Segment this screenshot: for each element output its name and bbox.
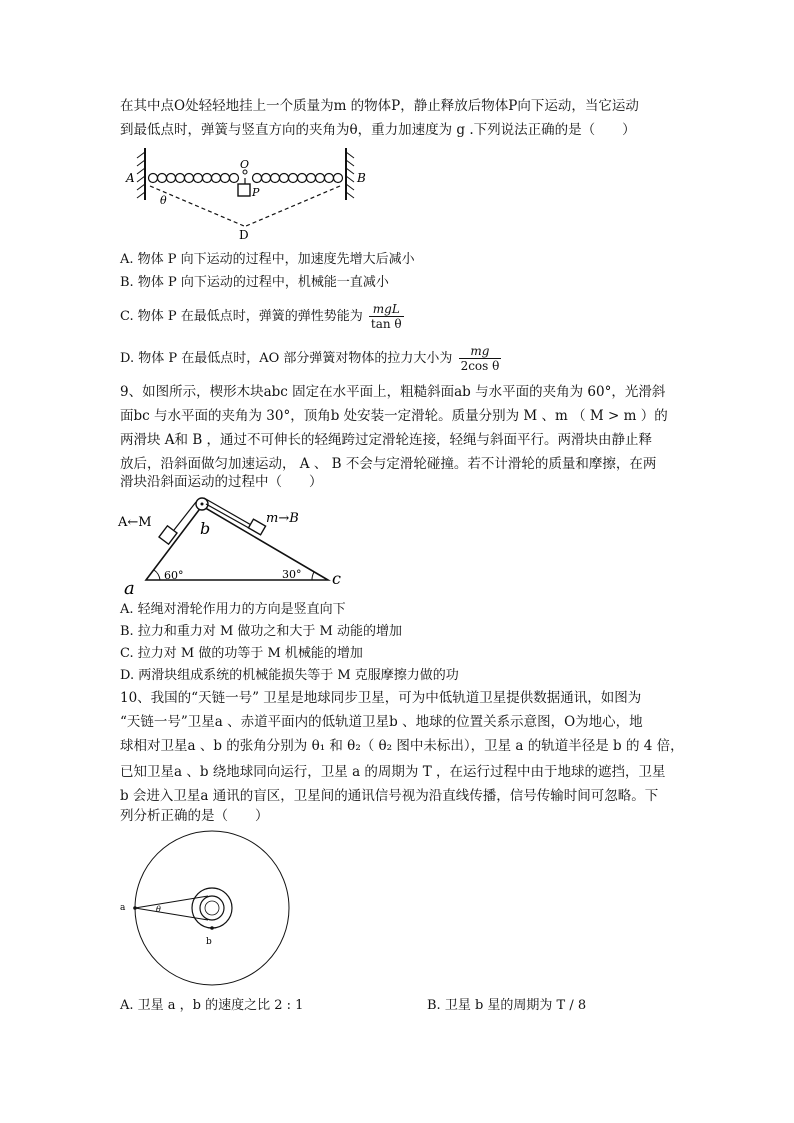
q8-option-c-denominator: tan θ [370, 317, 402, 331]
q9-stem-line4: 放后，沿斜面做匀加速运动， A 、 B 不会与定滑轮碰撞。若不计滑轮的质量和摩擦，在两 [120, 456, 657, 472]
q9-label-a: a [124, 578, 135, 599]
q9-wedge-figure [116, 492, 356, 599]
q9-stem-line3: 两滑块 A和 B ，通过不可伸长的轻绳跨过定滑轮连接，轻绳与斜面平行。两滑块由静止释 [120, 432, 653, 448]
q10-stem-line4: 已知卫星a 、b 绕地球同向运行，卫星 a 的周期为 T ，在运行过程中由于地球的遮挡，卫星 [120, 764, 666, 780]
q8-label-a: A [126, 171, 135, 185]
q9-label-c: c [332, 569, 341, 588]
q8-spring-figure [120, 140, 370, 245]
q8-option-d-fraction [459, 344, 502, 373]
q8-option-b: B. 物体 P 向下运动的过程中，机械能一直减小 [120, 275, 389, 290]
q9-label-angle-c: 30° [282, 568, 302, 581]
q10-label-theta: θ [156, 905, 161, 914]
q10-label-a: a [120, 903, 126, 913]
q8-option-d-denominator: 2cos θ [460, 359, 500, 373]
q8-option-a: A. 物体 P 向下运动的过程中，加速度先增大后减小 [120, 252, 415, 267]
q8-option-d-text: D. 物体 P 在最低点时，AO 部分弹簧对物体的拉力大小为 [120, 351, 453, 366]
q9-option-a: A. 轻绳对滑轮作用力的方向是竖直向下 [120, 602, 346, 617]
q9-option-d: D. 两滑块组成系统的机械能损失等于 M 克服摩擦力做的功 [120, 668, 459, 683]
q10-option-b: B. 卫星 b 星的周期为 T / 8 [427, 998, 587, 1013]
q8-label-p: P [252, 186, 260, 199]
q10-orbit-figure [120, 830, 320, 990]
q10-label-b: b [206, 937, 212, 947]
q10-stem-line3: 球相对卫星a 、b 的张角分别为 θ₁ 和 θ₂（ θ₂ 图中未标出），卫星 a 的轨道半径是 b 的 4 倍， [120, 738, 684, 754]
q10-stem-line5: b 会进入卫星a 通讯的盲区，卫星间的通讯信号视为沿直线传播，信号传输时间可忽略。下 [120, 788, 659, 804]
q8-option-d-numerator: mg [459, 344, 502, 359]
q9-stem-line1: 9、如图所示，楔形木块abc 固定在水平面上，粗糙斜面ab 与水平面的夹角为 60°，光滑斜 [120, 384, 666, 400]
q8-option-c [120, 300, 404, 334]
q9-label-b: b [200, 519, 211, 538]
q9-stem-line2: 面bc 与水平面的夹角为 30°，顶角b 处安装一定滑轮。质量分别为 M 、m （ M > m ）的 [120, 408, 668, 424]
q8-stem-line2: 到最低点时，弹簧与竖直方向的夹角为θ，重力加速度为 g .下列说法正确的是（ ） [120, 122, 636, 138]
q8-option-d [120, 342, 501, 376]
q9-label-am: A←M [118, 515, 152, 530]
q9-option-c: C. 拉力对 M 做的功等于 M 机械能的增加 [120, 646, 363, 661]
q8-option-c-fraction [369, 302, 404, 331]
q9-label-mb: m→B [266, 511, 299, 526]
q8-label-o: O [240, 158, 250, 171]
q8-stem-line1: 在其中点O处轻轻地挂上一个质量为m 的物体P，静止释放后物体P向下运动，当它运动 [120, 98, 639, 114]
q8-option-c-text: C. 物体 P 在最低点时，弹簧的弹性势能为 [120, 309, 363, 324]
q8-label-low: D [239, 228, 249, 242]
q9-label-angle-a: 60° [164, 569, 184, 582]
q10-stem-line1: 10、我国的“天链一号” 卫星是地球同步卫星，可为中低轨道卫星提供数据通讯，如图为 [120, 690, 642, 706]
q8-option-c-numerator: mgL [369, 302, 404, 317]
q8-label-b: B [357, 171, 366, 185]
q10-option-a: A. 卫星 a ，b 的速度之比 2 : 1 [120, 998, 304, 1013]
q9-stem-line5: 滑块沿斜面运动的过程中（ ） [120, 474, 323, 490]
q10-stem-line2: “天链一号”卫星a 、赤道平面内的低轨道卫星b 、地球的位置关系示意图，O为地心，地 [120, 714, 643, 730]
q9-option-b: B. 拉力和重力对 M 做功之和大于 M 动能的增加 [120, 624, 402, 639]
q8-label-theta: θ [160, 194, 167, 207]
q10-stem-line6: 列分析正确的是（ ） [120, 808, 269, 824]
